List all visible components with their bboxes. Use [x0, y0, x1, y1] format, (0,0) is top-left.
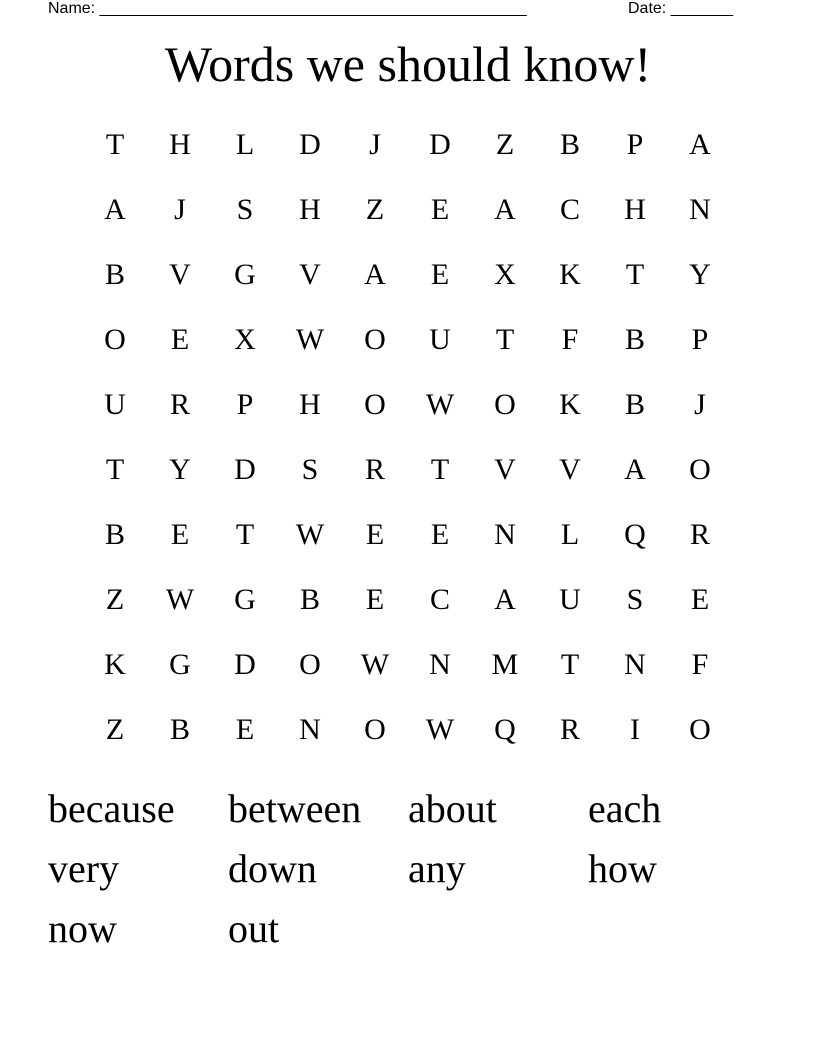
grid-letter: B — [624, 323, 645, 356]
word-item: how — [588, 846, 657, 891]
grid-letter: N — [689, 193, 711, 226]
grid-letter: R — [169, 388, 190, 421]
grid-letter: B — [299, 583, 320, 616]
grid-letter: S — [236, 193, 254, 226]
grid-letter: W — [295, 518, 325, 551]
grid-letter: I — [630, 713, 640, 746]
grid-letter: D — [429, 128, 451, 161]
grid-letter: B — [624, 388, 645, 421]
grid-letter: Z — [365, 193, 385, 226]
grid-letter: E — [690, 583, 710, 616]
grid-letter: E — [365, 583, 385, 616]
word-item: very — [48, 846, 120, 891]
grid-letter: L — [235, 128, 255, 161]
word-item: between — [228, 786, 362, 831]
word-item: because — [48, 786, 175, 831]
grid-letter: E — [430, 518, 450, 551]
grid-letter: T — [625, 258, 645, 291]
grid-letter: F — [561, 323, 579, 356]
grid-letter: T — [560, 648, 580, 681]
grid-letter: H — [299, 388, 321, 421]
grid-letter: E — [170, 323, 190, 356]
grid-letter: N — [624, 648, 646, 681]
grid-letter: R — [364, 453, 385, 486]
grid-letter: O — [299, 648, 321, 681]
grid-letter: S — [626, 583, 644, 616]
grid-letter: K — [559, 388, 581, 421]
grid-letter: E — [430, 193, 450, 226]
grid-letter: W — [295, 323, 325, 356]
grid-letter: U — [429, 323, 451, 356]
grid-letter: T — [235, 518, 255, 551]
grid-letter: E — [235, 713, 255, 746]
grid-letter: T — [430, 453, 450, 486]
grid-letter: V — [299, 258, 321, 291]
grid-letter: V — [559, 453, 581, 486]
grid-letter: W — [360, 648, 390, 681]
grid-letter: K — [559, 258, 581, 291]
grid-letter: O — [689, 713, 711, 746]
grid-letter: T — [105, 453, 125, 486]
grid-letter: G — [234, 583, 256, 616]
grid-letter: Z — [495, 128, 515, 161]
grid-letter: R — [559, 713, 580, 746]
grid-letter: P — [626, 128, 644, 161]
grid-letter: A — [494, 583, 516, 616]
grid-letter: H — [624, 193, 646, 226]
grid-letter: J — [369, 128, 381, 161]
grid-letter: B — [104, 258, 125, 291]
grid-letter: O — [364, 323, 386, 356]
grid-letter: X — [494, 258, 516, 291]
grid-letter: Q — [624, 518, 646, 551]
grid-letter: S — [301, 453, 319, 486]
grid-letter: T — [105, 128, 125, 161]
grid-letter: D — [234, 648, 256, 681]
word-item: out — [228, 906, 280, 951]
word-item: each — [588, 786, 662, 831]
grid-letter: V — [494, 453, 516, 486]
grid-letter: B — [169, 713, 190, 746]
grid-letter: O — [364, 388, 386, 421]
grid-letter: D — [299, 128, 321, 161]
grid-letter: C — [429, 583, 450, 616]
grid-letter: F — [691, 648, 709, 681]
grid-letter: V — [169, 258, 191, 291]
grid-letter: A — [104, 193, 126, 226]
grid-letter: J — [174, 193, 186, 226]
date-field-label: Date: _______ — [628, 0, 733, 17]
grid-letter: W — [425, 713, 455, 746]
grid-letter: N — [429, 648, 451, 681]
grid-letter: N — [494, 518, 516, 551]
grid-letter: A — [624, 453, 646, 486]
grid-letter: A — [689, 128, 711, 161]
grid-letter: C — [559, 193, 580, 226]
grid-letter: N — [299, 713, 321, 746]
grid-letter: E — [430, 258, 450, 291]
name-field-label: Name: ________________________________________________ — [48, 0, 527, 17]
grid-letter: K — [104, 648, 126, 681]
grid-letter: A — [364, 258, 386, 291]
grid-letter: E — [170, 518, 190, 551]
grid-letter: U — [559, 583, 581, 616]
word-item: any — [408, 846, 466, 891]
grid-letter: Y — [689, 258, 711, 291]
grid-letter: O — [104, 323, 126, 356]
page-title: Words we should know! — [164, 36, 652, 92]
grid-letter: E — [365, 518, 385, 551]
word-item: down — [228, 846, 317, 891]
grid-letter: O — [364, 713, 386, 746]
grid-letter: B — [104, 518, 125, 551]
grid-letter: Z — [105, 583, 125, 616]
word-item: about — [408, 786, 497, 831]
grid-letter: P — [691, 323, 709, 356]
grid-letter: O — [689, 453, 711, 486]
grid-letter: M — [491, 648, 519, 681]
grid-letter: G — [234, 258, 256, 291]
grid-letter: W — [165, 583, 195, 616]
grid-letter: H — [299, 193, 321, 226]
grid-letter: R — [689, 518, 710, 551]
grid-letter: H — [169, 128, 191, 161]
grid-letter: J — [694, 388, 706, 421]
grid-letter: Q — [494, 713, 516, 746]
grid-letter: T — [495, 323, 515, 356]
grid-letter: G — [169, 648, 191, 681]
grid-letter: Z — [105, 713, 125, 746]
grid-letter: B — [559, 128, 580, 161]
word-item: now — [48, 906, 117, 951]
grid-letter: Y — [169, 453, 191, 486]
grid-letter: A — [494, 193, 516, 226]
grid-letter: W — [425, 388, 455, 421]
grid-letter: P — [236, 388, 254, 421]
grid-letter: D — [234, 453, 256, 486]
grid-letter: O — [494, 388, 516, 421]
grid-letter: U — [104, 388, 126, 421]
grid-letter: X — [234, 323, 256, 356]
grid-letter: L — [560, 518, 580, 551]
